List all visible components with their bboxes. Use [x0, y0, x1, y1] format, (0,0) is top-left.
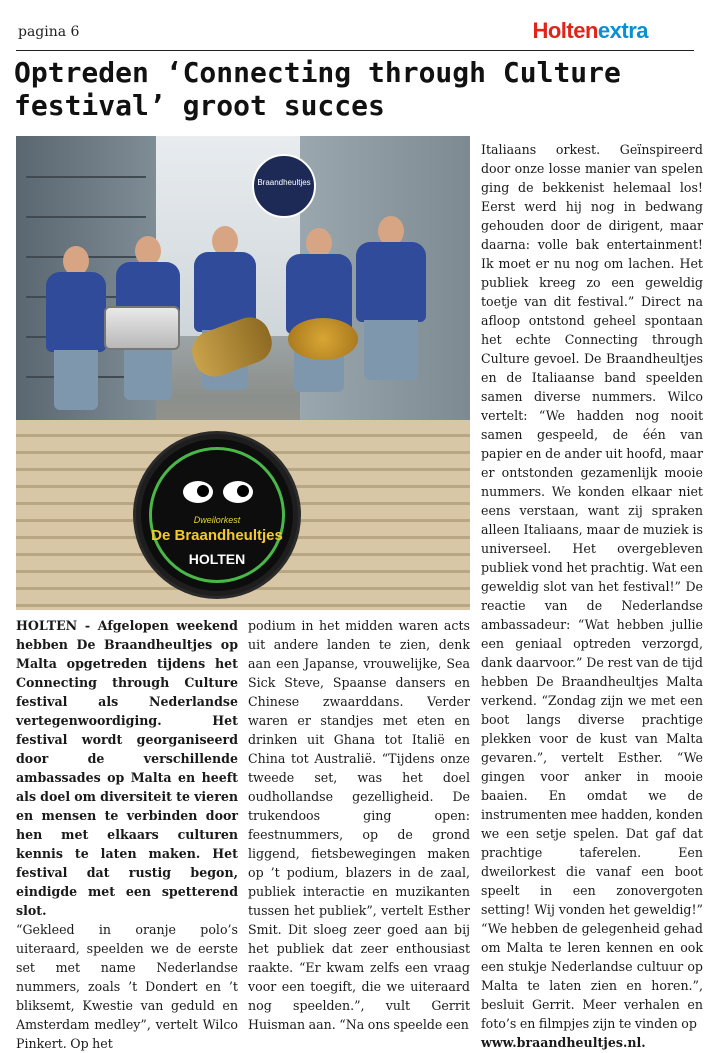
website-link[interactable]: www.braandheultjes.nl.: [481, 1035, 646, 1050]
article-lead: HOLTEN - Afgelopen weekend hebben De Braandheultjes op Malta opgetreden tijdens het Connecting through Culture festival als Nederlandse vertegenwoordiging. Het festival wordt georganiseerd door de verschillende ambassades op Malta en heeft als doel om diversiteit te vieren en mensen te verbinden door hen met elkaars culturen kennis te laten maken. Het festival dat rustig begon, eindigde met een spetterend slot.: [16, 618, 238, 918]
page-number: pagina 6: [18, 24, 80, 40]
drum-text-band: De Braandheultjes: [151, 527, 283, 544]
article-paragraph: “Gekleed in oranje polo’s uiteraard, speelden we de eerste set met name Nederlandse nummers, zoals ’t Dondert en ’t bliksemt, Kwestie van geduld en Amsterdam medley”, vertelt Wilco Pinkert. Op het: [16, 922, 238, 1051]
article-column-1: [16, 616, 238, 1053]
snare-drum: [104, 306, 180, 350]
drum-eye-right: [223, 481, 253, 503]
cymbal: [288, 318, 358, 360]
article-column-2: [248, 616, 470, 1034]
masthead-logo[interactable]: [532, 18, 648, 44]
article-photo: [16, 136, 470, 610]
header-rule: [16, 50, 694, 51]
drum-text-town: HOLTEN: [188, 551, 246, 567]
article-headline: Optreden ‘Connecting through Culture festival’ groot succes: [14, 56, 621, 122]
bass-drum: [136, 434, 298, 596]
band-member: [46, 246, 106, 416]
article-paragraph: podium in het midden waren acts uit andere landen te zien, denk aan een Japanse, vrouwelijke, Sea Sick Steve, Spaanse dansers en Chinese zwaarddans. Verder waren er standjes met eten en drinken uit Ghana tot Italië en China tot Australië. “Tijdens onze tweede set, was het doel oudhollandse gezelligheid. De trukendoos ging open: feestnummers, op de grond liggend, fietsbewegingen maken op ’t podium, blazers in de zaal, publiek interactie en muzikanten tussen het publiek”, vertelt Esther Smit. Dit sloeg zeer goed aan bij het publiek dat zeer enthousiast raakte. “Er kwam zelfs een vraag voor een toegift, die we uiteraard nog speelden.”, vult Gerrit Huisman aan. “Na ons speelde een: [248, 618, 470, 1032]
drum-text-orchestra: Dweilorkest: [193, 515, 241, 525]
band-member: [356, 216, 426, 406]
band-sign: [252, 154, 316, 218]
drum-eye-left: [183, 481, 213, 503]
masthead-holten: Holten: [532, 18, 598, 43]
article-paragraph: Italiaans orkest. Geïnspireerd door onze losse manier van spelen ging de bekkenist helemaal los! Eerst werd hij nog in bedwang gehouden door de dirigent, maar daarna: volle bak entertainment! Ik moet er nu nog om lachen. Het publiek kreeg zo een geweldig toetje van dit festival.” Direct na afloop ontstond geheel spontaan het echte Connecting through Culture gevoel. De Braandheultjes en de Italiaanse band speelden samen diverse nummers. Wilco vertelt: “We hadden nog nooit samen gespeeld, de één van papier en de ander uit hoofd, maar er ontstonden gezamenlijk mooie nummers. We konden elkaar niet eens verstaan, want zij spraken alleen Italiaans, maar de muziek is universeel. Het overgebleven publiek vond het prachtig. Wat een geweldig slot van het festival!” De reactie van de Nederlandse ambassadeur: “Wat hebben jullie een geniaal optreden verzorgd, dank daarvoor.” De rest van de tijd hebben De Braandheultjes Malta verkend. “Zondag zijn we met een boot langs diverse prachtige plekken voor de kust van Malta gevaren.”, vertelt Esther. “We gingen voor anker in mooie baaien. En omdat we de instrumenten mee hadden, konden we een setje spelen. Dat gaf dat prachtige taferelen. Een dweilorkest die vanaf een boot speelt in een zonovergoten setting! Wij vonden het geweldig!” “We hebben de gelegenheid gehad om Malta te leren kennen en ook een stukje Nederlandse cultuur op Malta te laten zien en horen.”, besluit Gerrit. Meer verhalen en foto’s en filmpjes zijn te vinden op: [481, 142, 703, 1031]
masthead-extra: extra: [597, 18, 648, 43]
band-sign-text: Braandheultjes: [257, 178, 311, 187]
article-column-3: [481, 140, 703, 1052]
